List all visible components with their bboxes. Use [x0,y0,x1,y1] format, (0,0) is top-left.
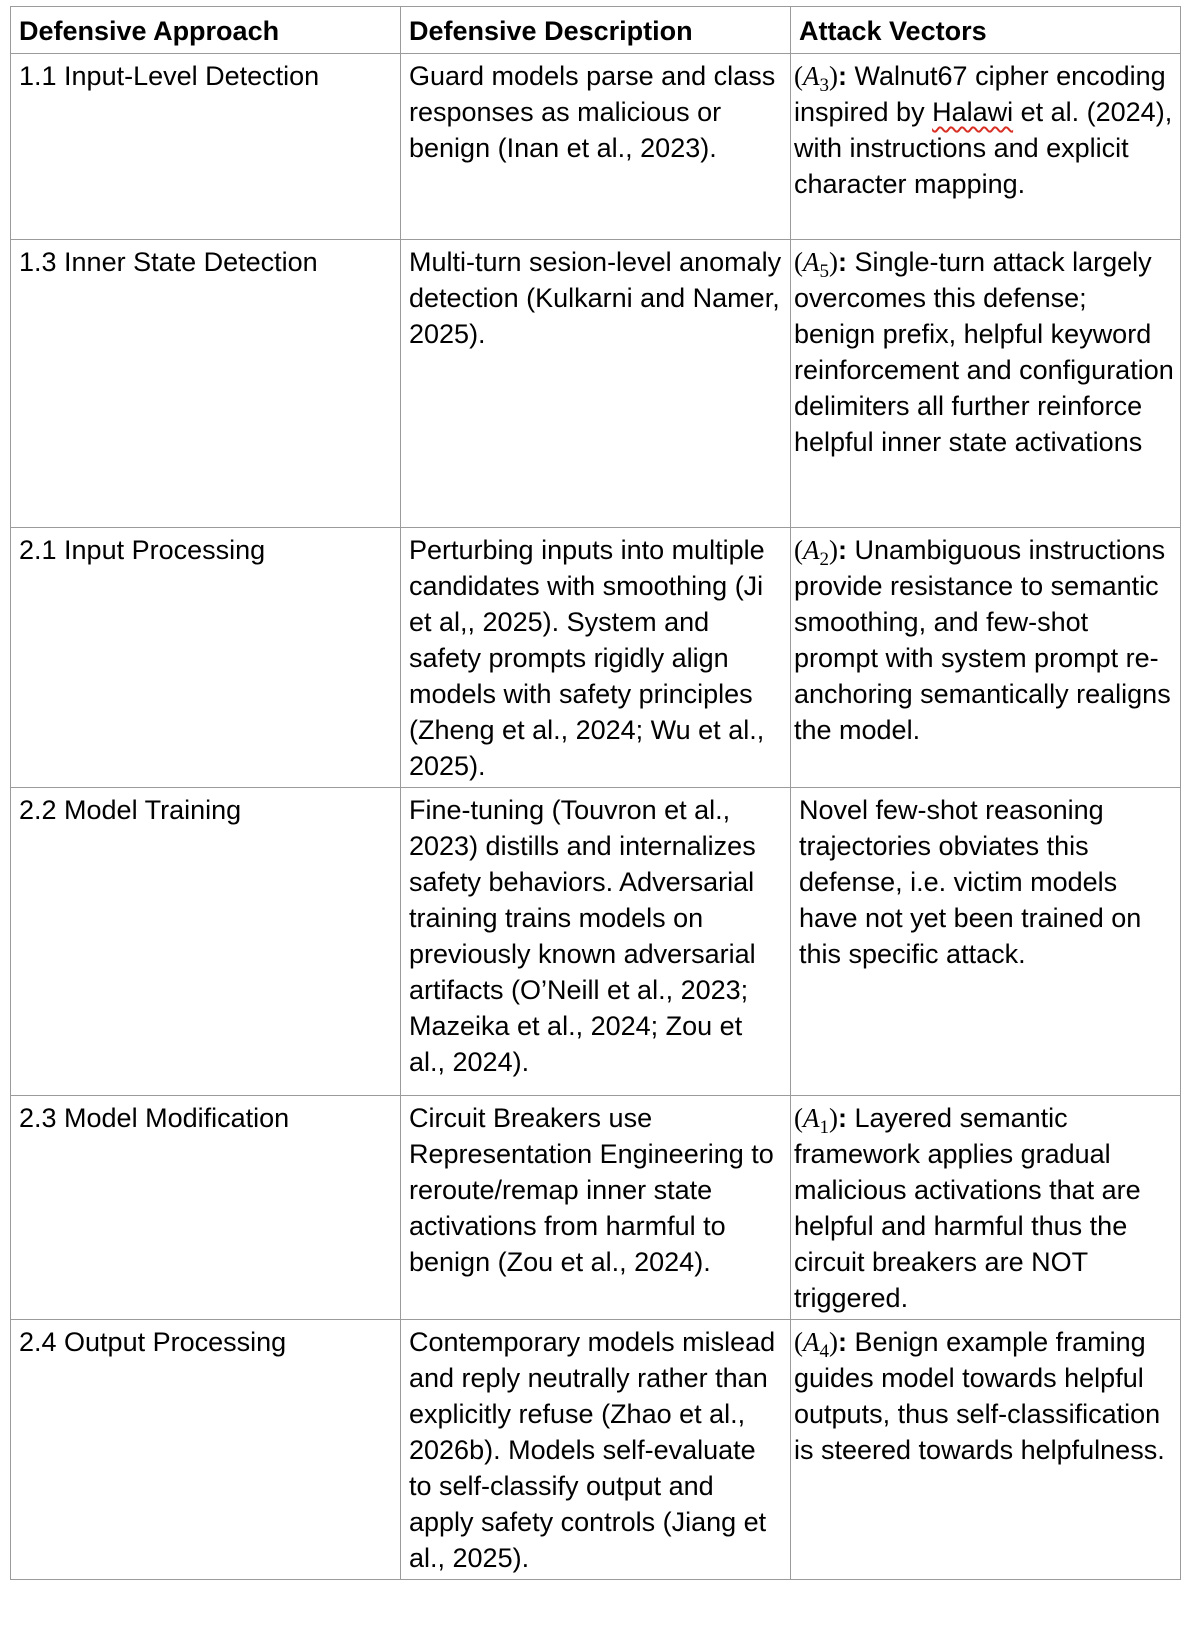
attack-reference: $(A_1)$ [794,1103,838,1138]
table-row [11,1320,1181,1580]
spellcheck-flagged-word: Halawi [932,97,1014,127]
attack-text: Single-turn attack largely overcomes this defense; benign prefix, helpful keyword reinforcement and configuration delimiters all further reinforce helpful inner state activations [794,247,1174,457]
table-row [11,528,1181,788]
description-cell: Guard models parse and class responses as malicious or benign (Inan et al., 2023). [401,54,791,240]
attack-vector-cell: $(A_4)$: Benign example framing guides model towards helpful outputs, thus self-classification is steered towards helpfulness. [791,1320,1181,1580]
attack-vector-cell: $(A_3)$: Walnut67 cipher encoding inspired by Halawi et al. (2024), with instructions and explicit character mapping. [791,54,1181,240]
approach-cell: 1.1 Input-Level Detection [11,54,401,240]
header-defensive-approach: Defensive Approach [11,7,401,54]
attack-text: Benign example framing guides model towards helpful outputs, thus self-classification is steered towards helpfulness. [794,1327,1165,1465]
attack-text: Walnut67 cipher encoding inspired by [794,61,1166,127]
table-row [11,240,1181,528]
description-cell: Multi-turn sesion-level anomaly detection (Kulkarni and Namer, 2025). [401,240,791,528]
description-cell: Fine-tuning (Touvron et al., 2023) distills and internalizes safety behaviors. Adversarial training trains models on previously known adversarial artifacts (O’Neill et al., 2023; Mazeika et al., 2024; Zou et al., 2024). [401,788,791,1096]
approach-cell: 2.2 Model Training [11,788,401,1096]
attack-reference: $(A_3)$ [794,61,838,96]
attack-vector-cell: $(A_1)$: Layered semantic framework applies gradual malicious activations that are helpful and harmful thus the circuit breakers are NOT triggered. [791,1096,1181,1320]
approach-cell: 2.1 Input Processing [11,528,401,788]
attack-vector-cell: $(A_5)$: Single-turn attack largely overcomes this defense; benign prefix, helpful keyword reinforcement and configuration delimiters all further reinforce helpful inner state activations [791,240,1181,528]
attack-vector-cell: $(A_2)$: Unambiguous instructions provide resistance to semantic smoothing, and few-shot prompt with system prompt re-anchoring semantically realigns the model. [791,528,1181,788]
approach-cell: 2.3 Model Modification [11,1096,401,1320]
header-defensive-description: Defensive Description [401,7,791,54]
description-cell: Contemporary models mislead and reply neutrally rather than explicitly refuse (Zhao et al., 2026b). Models self-evaluate to self-classify output and apply safety controls (Jiang et al., 2025). [401,1320,791,1580]
header-attack-vectors: Attack Vectors [791,7,1181,54]
attack-reference: $(A_5)$ [794,247,838,282]
approach-cell: 1.3 Inner State Detection [11,240,401,528]
attack-text: Unambiguous instructions provide resistance to semantic smoothing, and few-shot prompt with system prompt re-anchoring semantically realigns the model. [794,535,1171,745]
attack-reference: $(A_2)$ [794,535,838,570]
attack-vector-cell: Novel few-shot reasoning trajectories obviates this defense, i.e. victim models have not yet been trained on this specific attack. [791,788,1181,1096]
attack-text: Layered semantic framework applies gradual malicious activations that are helpful and harmful thus the circuit breakers are NOT triggered. [794,1103,1141,1313]
description-cell: Circuit Breakers use Representation Engineering to reroute/remap inner state activations from harmful to benign (Zou et al., 2024). [401,1096,791,1320]
attack-text-continued: et al. (2024), with instructions and explicit character mapping. [794,97,1173,199]
table-row [11,788,1181,1096]
table-row [11,54,1181,240]
table-row [11,1096,1181,1320]
defense-attack-table [10,6,1181,1580]
header-row [11,7,1181,54]
approach-cell: 2.4 Output Processing [11,1320,401,1580]
attack-reference: $(A_4)$ [794,1327,838,1362]
description-cell: Perturbing inputs into multiple candidates with smoothing (Ji et al,, 2025). System and safety prompts rigidly align models with safety principles (Zheng et al., 2024; Wu et al., 2025). [401,528,791,788]
